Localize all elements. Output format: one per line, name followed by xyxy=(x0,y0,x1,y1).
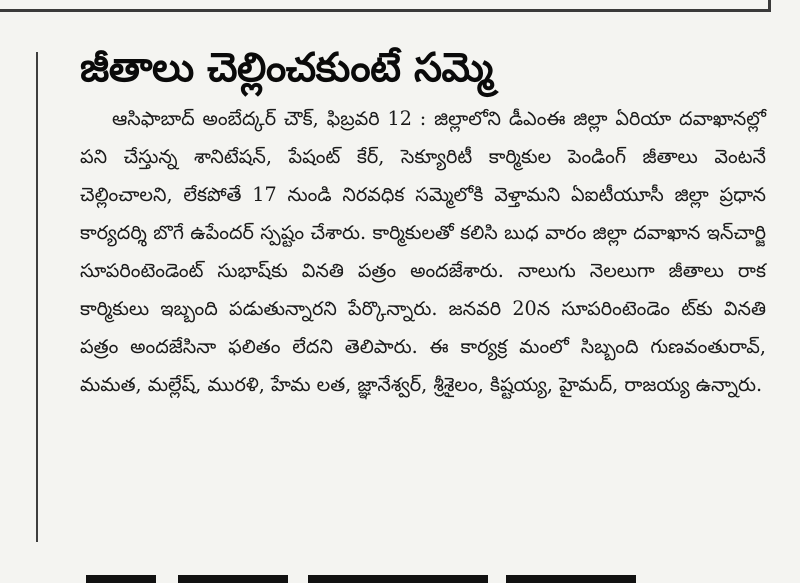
next-headline-fragment xyxy=(86,572,686,583)
top-border-rule xyxy=(0,9,770,12)
right-border-rule xyxy=(768,0,771,12)
article-body: ఆసిఫాబాద్ అంబేద్కర్ చౌక్, ఫిబ్రవరి 12 : జిల్లాలోని డీఎంఈ జిల్లా ఏరియా దవాఖానల్లో పని చేస్తున్న శానిటేషన్, పేషంట్ కేర్, సెక్యూరిటీ కార్మికుల పెండింగ్ జీతాలు వెంటనే చెల్లించాలని, లేకపోతే 17 నుండి నిరవధిక సమ్మెలోకి వెళ్తామని ఏఐటీయూసీ జిల్లా ప్రధాన కార్యదర్శి బొగే ఉపేందర్ స్పష్టం చేశారు. కార్మికులతో కలిసి బుధ వారం జిల్లా దవాఖాన ఇన్‌చార్జి సూపరింటెండెంట్ సుభాష్‌కు వినతి పత్రం అందజేశారు. నాలుగు నెలలుగా జీతాలు రాక కార్మికులు ఇబ్బంది పడుతున్నారని పేర్కొన్నారు. జనవరి 20న సూపరింటెండెం ట్‌కు వినతి పత్రం అందజేసినా ఫలితం లేదని తెలిపారు. ఈ కార్యక్ర మంలో సిబ్బంది గుణవంతురావ్, మమత, మల్లేష్, మురళి, హేమ లత, జ్ఞానేశ్వర్, శ్రీశైలం, కిష్టయ్య, హైమద్, రాజయ్య ఉన్నారు. xyxy=(80,107,766,396)
article-headline: జీతాలు చెల్లించకుంటే సమ్మె xyxy=(80,45,493,91)
news-article xyxy=(80,40,766,404)
column-divider xyxy=(36,52,38,542)
